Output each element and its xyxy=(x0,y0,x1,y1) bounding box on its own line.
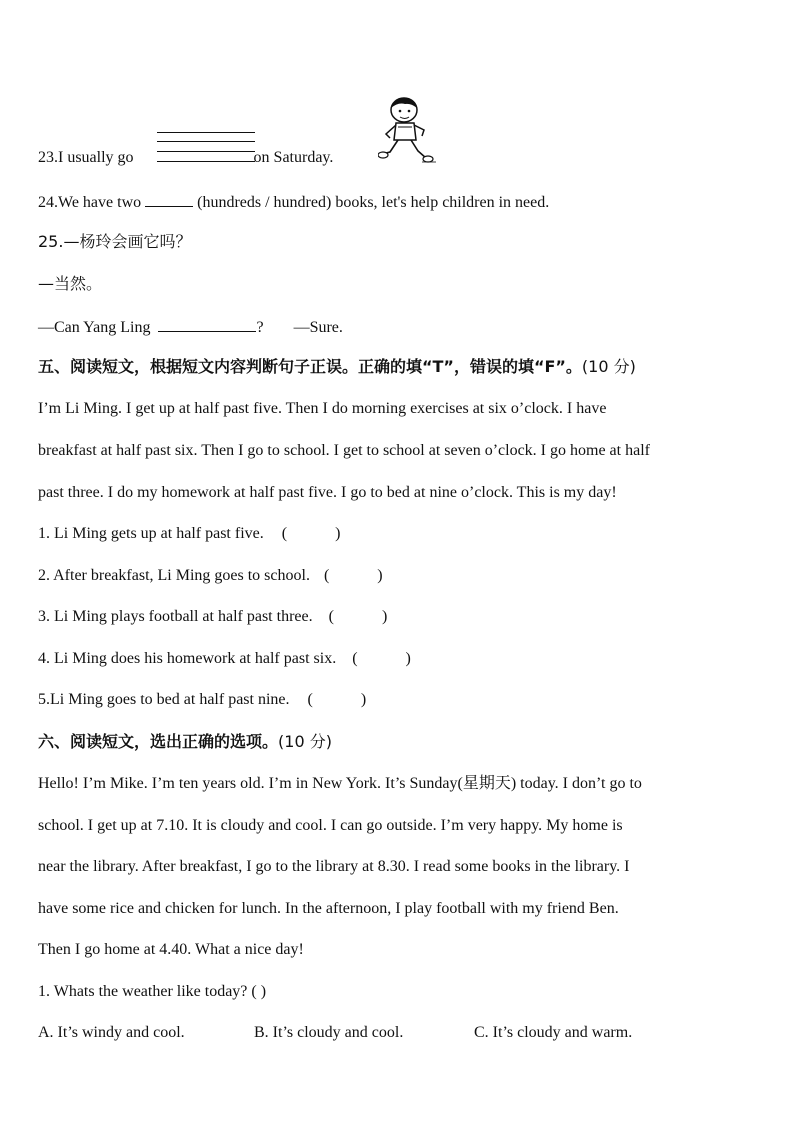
section-5-heading xyxy=(38,357,636,377)
q25-answer-blank[interactable] xyxy=(158,316,256,332)
q24-answer-blank[interactable] xyxy=(145,191,193,207)
q25-english-line xyxy=(38,316,343,338)
running-boy-icon xyxy=(378,96,440,166)
q25-en-after: ? xyxy=(256,319,264,336)
question-24 xyxy=(38,191,549,213)
section-5-passage-line-1: I’m Li Ming. I get up at half past five. Then I do morning exercises at six o’clock. I have xyxy=(38,400,607,417)
s5-question-text: 4. Li Ming does his homework at half past six. xyxy=(38,650,337,667)
section-5-title: 五、阅读短文，根据短文内容判断句子正误。正确的填“T”，错误的填“F”。 xyxy=(38,357,582,376)
section-6-title: 六、阅读短文，选出正确的选项。 xyxy=(38,732,279,751)
s5-answer-parens[interactable]: ( ) xyxy=(307,691,367,708)
q25-en-before: —Can Yang Ling xyxy=(38,319,151,336)
section-6-passage-line-5: Then I go home at 4.40. What a nice day! xyxy=(38,941,304,958)
q24-text-before: 24.We have two xyxy=(38,194,142,211)
s5-question-4 xyxy=(38,649,411,669)
q23-text-after: on Saturday. xyxy=(253,149,334,166)
section-6-passage-line-1: Hello! I’m Mike. I’m ten years old. I’m in New York. It’s Sunday(星期天) today. I don’t go to xyxy=(38,775,642,792)
option-c[interactable]: C. It’s cloudy and warm. xyxy=(474,1024,633,1041)
q23-four-line-blank[interactable] xyxy=(157,132,255,164)
s5-question-text: 2. After breakfast, Li Ming goes to school. xyxy=(38,567,310,584)
section-5-score: (10 分) xyxy=(581,357,636,376)
section-6-passage-line-4: have some rice and chicken for lunch. In the afternoon, I play football with my friend Ben. xyxy=(38,900,619,917)
s5-question-3 xyxy=(38,607,387,627)
s6-question-1-options xyxy=(38,1023,632,1043)
option-b[interactable]: B. It’s cloudy and cool. xyxy=(254,1024,404,1041)
section-5-passage-line-3: past three. I do my homework at half past five. I go to bed at nine o’clock. This is my day! xyxy=(38,484,617,501)
s5-answer-parens[interactable]: ( ) xyxy=(352,650,411,667)
section-6-heading xyxy=(38,732,332,752)
s5-answer-parens[interactable]: ( ) xyxy=(323,567,383,584)
s6-question-1: 1. Whats the weather like today? ( ) xyxy=(38,983,267,1000)
q25-reply: —Sure. xyxy=(293,319,343,336)
option-a[interactable]: A. It’s windy and cool. xyxy=(38,1024,185,1041)
section-6-score: (10 分) xyxy=(278,732,332,751)
s5-question-text: 1. Li Ming gets up at half past five. xyxy=(38,525,264,542)
section-6-passage-line-2: school. I get up at 7.10. It is cloudy and cool. I can go outside. I’m very happy. My home is xyxy=(38,817,623,834)
q25-chinese-answer: —当然。 xyxy=(38,274,103,293)
q23-text-before: 23.I usually go xyxy=(38,149,134,166)
s5-question-text: 3. Li Ming plays football at half past three. xyxy=(38,608,313,625)
s5-question-1 xyxy=(38,524,340,544)
q24-text-after: (hundreds / hundred) books, let's help children in need. xyxy=(197,194,550,211)
s5-question-5 xyxy=(38,690,366,710)
section-6-passage-line-3: near the library. After breakfast, I go to the library at 8.30. I read some books in the library. I xyxy=(38,858,630,875)
s5-answer-parens[interactable]: ( ) xyxy=(328,608,388,625)
s5-question-2 xyxy=(38,566,383,586)
s5-answer-parens[interactable]: ( ) xyxy=(281,525,341,542)
section-5-passage-line-2: breakfast at half past six. Then I go to school. I get to school at seven o’clock. I go home at half xyxy=(38,442,650,459)
s5-question-text: 5.Li Ming goes to bed at half past nine. xyxy=(38,691,290,708)
q25-prompt: 25.—杨玲会画它吗？ xyxy=(38,232,192,251)
